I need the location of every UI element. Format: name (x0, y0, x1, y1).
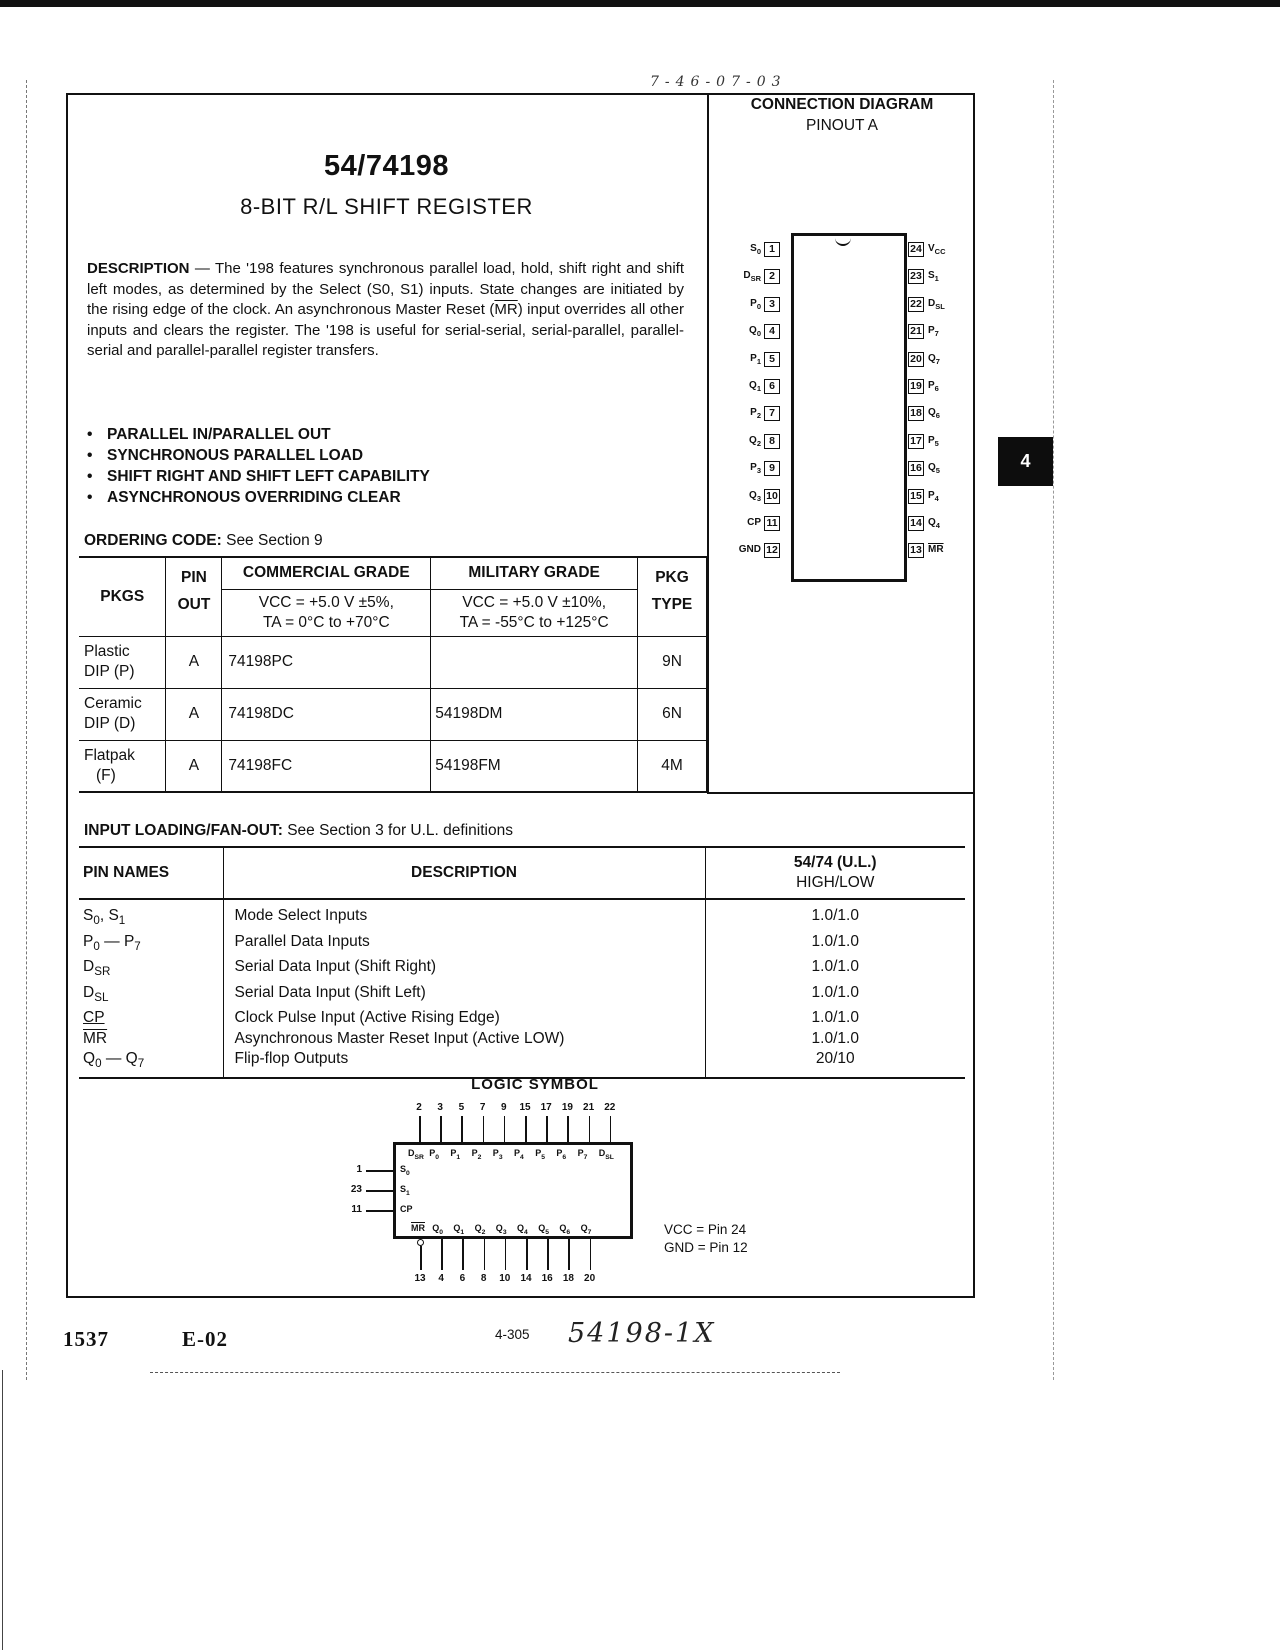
scan-left-edge (26, 80, 29, 1380)
table-row (79, 688, 707, 740)
pkg-name: Ceramic (84, 695, 142, 712)
logic-pin-wire (567, 1116, 569, 1143)
logic-pin-number: 20 (584, 1273, 596, 1284)
pin-name-cell: $D_{SR}$ (83, 958, 111, 979)
feature-item: • SYNCHRONOUS PARALLEL LOAD (87, 445, 430, 466)
commercial-cell: 74198PC (222, 636, 431, 688)
ordering-code-table (79, 556, 707, 793)
pin-number: 9 (764, 461, 780, 476)
commercial-cell: 74198DC (222, 688, 431, 740)
table-row (79, 957, 965, 983)
loading-value-cell: 1.0/1.0 (705, 899, 965, 932)
pin-label: $P_1$ (750, 352, 761, 366)
logic-pin-number: 16 (541, 1273, 553, 1284)
pin-description-cell: Parallel Data Inputs (223, 932, 705, 958)
connection-diagram-title: CONNECTION DIAGRAM (750, 96, 934, 113)
military-ta: TA = -55°C to +125°C (459, 613, 609, 631)
power-notes (664, 1221, 748, 1257)
logic-pin-number: 21 (583, 1102, 595, 1113)
pin-number: 1 (764, 242, 780, 257)
logic-pin-number: 18 (562, 1273, 574, 1284)
table-row (79, 983, 965, 1009)
pin-name-cell: $S_0$, $S_1$ (83, 907, 126, 928)
pkg-type-cell: 9N (638, 636, 707, 688)
logic-pin-wire (462, 1239, 464, 1270)
pin-description-cell: Clock Pulse Input (Active Rising Edge) (223, 1008, 705, 1029)
pkg-cell (79, 636, 166, 688)
pin-label: $P_4$ (928, 489, 939, 503)
mr-overline: $\overline{MR}$ (494, 301, 518, 318)
pkg-code: DIP (D) (84, 715, 136, 732)
header-pkgs: PKGS (79, 557, 166, 636)
pkg-name: Plastic (84, 643, 130, 660)
logic-pin-number: 10 (499, 1273, 511, 1284)
column-divider (707, 93, 709, 793)
pin-number: 19 (908, 379, 924, 394)
pin-label: $P_0$ (750, 297, 761, 311)
pin-number: 18 (908, 406, 924, 421)
commercial-vcc: VCC = +5.0 V ±5%, (258, 593, 394, 611)
pin-label: GND (738, 544, 761, 556)
pin-description-cell: Asynchronous Master Reset Input (Active LOW) (223, 1029, 705, 1050)
loading-value-cell: 1.0/1.0 (705, 983, 965, 1009)
pin-number: 15 (908, 489, 924, 504)
pin-number: 14 (908, 516, 924, 531)
logic-pin-wire (366, 1210, 394, 1212)
pin-label: $P_6$ (928, 380, 939, 393)
pin-name-cell: $D_{SL}$ (83, 983, 109, 1004)
logic-pin-label: $D_{SR}$ (408, 1148, 424, 1161)
logic-pin-label: CP (400, 1204, 413, 1214)
input-loading-note: See Section 3 for U.L. definitions (282, 822, 513, 839)
loading-value-cell: 1.0/1.0 (705, 1008, 965, 1029)
vcc-note: VCC = Pin 24 (664, 1222, 747, 1237)
table-row (79, 740, 707, 792)
header-ul-subtitle: HIGH/LOW (796, 874, 875, 891)
logic-pin-label: $P_2$ (471, 1148, 482, 1161)
scan-right-edge (1053, 80, 1056, 1380)
description-dash: — (189, 260, 215, 277)
ordering-code-note: See Section 9 (221, 532, 323, 549)
feature-item: • PARALLEL IN/PARALLEL OUT (87, 424, 430, 445)
table-row (79, 899, 965, 932)
logic-pin-wire (366, 1190, 394, 1192)
pin-number: 2 (764, 269, 780, 284)
logic-pin-wire (525, 1116, 527, 1143)
pkg-name: Flatpak (84, 746, 135, 764)
pin-label: $Q_6$ (928, 407, 940, 421)
pin-number: 5 (764, 352, 780, 367)
feature-item: • SHIFT RIGHT AND SHIFT LEFT CAPABILITY (87, 466, 430, 487)
pin-name-cell: $\overline{MR}$ (83, 1029, 108, 1047)
pkg-code: DIP (P) (84, 663, 135, 680)
header-pkg: PKG (638, 557, 707, 589)
logic-pin-wire (440, 1116, 442, 1143)
logic-pin-number: 17 (540, 1102, 552, 1113)
logic-pin-label: $P_7$ (577, 1148, 588, 1161)
pin-label: $Q_0$ (749, 325, 761, 339)
pin-description-cell: Mode Select Inputs (223, 899, 705, 932)
feature-list (87, 424, 430, 508)
commercial-ta: TA = 0°C to +70°C (262, 613, 390, 631)
scan-top-edge (0, 0, 1280, 7)
logic-pin-number: 1 (356, 1164, 362, 1175)
pin-number: 4 (764, 324, 780, 339)
pin-name-cell: $P_0$ — $P_7$ (83, 932, 141, 953)
header-out: OUT (166, 589, 222, 636)
logic-pin-wire (420, 1246, 422, 1270)
inversion-bubble (417, 1239, 424, 1246)
logic-pin-label: $P_1$ (450, 1148, 461, 1161)
military-cell: 54198DM (431, 688, 638, 740)
loading-value-cell: 1.0/1.0 (705, 932, 965, 958)
pin-label: $Q_3$ (749, 489, 761, 503)
logic-pin-number: 6 (459, 1273, 466, 1284)
pin-description-cell: Flip-flop Outputs (223, 1049, 705, 1078)
header-ul-title: 54/74 (U.L.) (793, 854, 877, 871)
table-row (79, 1049, 965, 1078)
gnd-note: GND = Pin 12 (664, 1240, 748, 1255)
logic-pin-label: $Q_3$ (495, 1223, 507, 1236)
footer-code-2: E-02 (182, 1327, 228, 1351)
logic-pin-number: 4 (438, 1273, 444, 1284)
part-number-title: 54/74198 (324, 150, 449, 182)
description-label: DESCRIPTION (87, 260, 190, 277)
description-text-2: ) input overrides all other inputs and clears the register. The '198 is useful for serial-serial, serial-parallel, parallel-serial and parallel-parallel register transfers. (87, 301, 684, 359)
logic-pin-number: 19 (561, 1102, 573, 1113)
logic-pin-number: 23 (350, 1184, 362, 1195)
table-row (79, 932, 965, 958)
logic-pin-wire (504, 1116, 506, 1143)
pin-number: 6 (764, 379, 780, 394)
pin-label: $V_{CC}$ (928, 243, 946, 256)
logic-pin-wire (484, 1239, 486, 1270)
pin-label: $Q_7$ (928, 352, 940, 366)
ordering-code-label (84, 532, 323, 550)
logic-pin-number: 8 (480, 1273, 487, 1284)
pinout-cell: A (166, 636, 222, 688)
ic-package-body (791, 233, 907, 582)
logic-pin-wire (366, 1170, 394, 1172)
logic-pin-label: $Q_6$ (559, 1223, 571, 1236)
part-subtitle: 8-BIT R/L SHIFT REGISTER (240, 194, 533, 219)
table-row (79, 1029, 965, 1050)
pin-number: 24 (908, 242, 924, 257)
pkg-cell (79, 740, 166, 792)
logic-pin-label: $\overline{MR}$ (411, 1223, 425, 1233)
pin-label: $Q_1$ (749, 380, 761, 393)
logic-pin-label: $S_1$ (400, 1184, 410, 1197)
logic-pin-label: $P_4$ (514, 1148, 524, 1161)
logic-pin-wire (610, 1116, 612, 1143)
logic-pin-number: 15 (519, 1102, 531, 1113)
pin-label: $Q_2$ (749, 434, 761, 448)
logic-pin-number: 14 (520, 1273, 532, 1284)
military-conditions (431, 589, 638, 636)
header-ul (705, 847, 965, 899)
logic-pin-label: $Q_5$ (538, 1223, 549, 1236)
handwritten-footer-note: 54198-1X (568, 1318, 716, 1349)
logic-pin-number: 7 (479, 1102, 486, 1113)
pin-label: $Q_5$ (928, 462, 940, 476)
logic-pin-label: $Q_1$ (453, 1223, 465, 1236)
pin-label: $\overline{MR}$ (928, 544, 944, 556)
table-row (79, 636, 707, 688)
pin-label: $S_0$ (750, 243, 761, 256)
pinout-cell: A (166, 740, 222, 792)
pin-number: 10 (764, 489, 780, 504)
pin-description-cell: Serial Data Input (Shift Right) (223, 957, 705, 983)
logic-pin-label: $Q_2$ (474, 1223, 486, 1236)
pkg-type-cell: 4M (638, 740, 707, 792)
logic-pin-number: 13 (414, 1273, 426, 1284)
section-tab: 4 (998, 437, 1053, 486)
logic-pin-wire (461, 1116, 463, 1143)
logic-pin-label: $P_3$ (492, 1148, 503, 1161)
handwritten-top-note: 7-46-07-03 (650, 74, 787, 90)
logic-pin-label: $P_5$ (535, 1148, 545, 1161)
pin-number: 12 (764, 543, 780, 558)
logic-pin-wire (483, 1116, 485, 1143)
logic-pin-wire (419, 1116, 421, 1143)
logic-pin-wire (547, 1239, 549, 1270)
pin-number: 7 (764, 406, 780, 421)
pin-label: $S_1$ (928, 270, 939, 284)
pin-number: 22 (908, 297, 924, 312)
pin-number: 3 (764, 297, 780, 312)
logic-pin-number: 5 (458, 1102, 465, 1113)
header-type: TYPE (638, 589, 707, 636)
logic-pin-label: $D_{SL}$ (598, 1148, 614, 1161)
logic-pin-wire (546, 1116, 548, 1143)
pkg-code: (F) (96, 766, 116, 784)
pin-label: $P_7$ (928, 325, 939, 339)
header-pin: PIN (166, 557, 222, 589)
pin-name-cell: $Q_0$ — $Q_7$ (79, 1049, 223, 1078)
pin-number: 21 (908, 324, 924, 339)
pin-number: 13 (908, 543, 924, 558)
logic-pin-wire (568, 1239, 570, 1270)
logic-pin-label: $Q_0$ (432, 1223, 443, 1236)
pin-number: 8 (764, 434, 780, 449)
logic-symbol-title: LOGIC SYMBOL (471, 1076, 599, 1093)
pin-number: 23 (908, 269, 924, 284)
pin-number: 17 (908, 434, 924, 449)
logic-pin-number: 9 (501, 1102, 507, 1113)
header-commercial: COMMERCIAL GRADE (222, 557, 431, 589)
logic-pin-wire (590, 1239, 592, 1270)
description-text-1: The '198 features synchronous parallel load, hold, shift right and shift left modes, as determined by the Select (S0, S1) inputs. State changes are initiated by the rising edge of the clock. An asynchronous Master Reset ( (87, 260, 684, 318)
pkg-type-cell: 6N (638, 688, 707, 740)
logic-pin-label: $P_6$ (556, 1148, 567, 1161)
pinout-cell: A (166, 688, 222, 740)
pin-label: $P_5$ (928, 434, 939, 448)
pin-label: CP (747, 517, 761, 528)
scan-left-edge-lower (2, 1370, 5, 1650)
ordering-code-heading: ORDERING CODE: (84, 532, 222, 549)
commercial-conditions (222, 589, 431, 636)
pin-name-cell: CP (83, 1009, 105, 1027)
logic-pin-label: $P_0$ (429, 1148, 439, 1161)
logic-pin-wire (441, 1239, 443, 1270)
commercial-cell: 74198FC (222, 740, 431, 792)
header-pin-names: PIN NAMES (79, 847, 223, 899)
logic-pin-label: $Q_4$ (517, 1223, 528, 1236)
loading-value-cell: 1.0/1.0 (705, 1029, 965, 1050)
input-loading-label (84, 822, 513, 840)
logic-pin-wire (526, 1239, 528, 1270)
logic-pin-number: 11 (351, 1204, 362, 1215)
pin-number: 16 (908, 461, 924, 476)
feature-item: • ASYNCHRONOUS OVERRIDING CLEAR (87, 487, 430, 508)
pin-description-cell: Serial Data Input (Shift Left) (223, 983, 705, 1009)
table-row (79, 1008, 965, 1029)
pin-label: $P_3$ (750, 462, 761, 476)
scan-dotted-line (150, 1372, 840, 1373)
page-number: 4-305 (495, 1327, 530, 1342)
pin-number: 20 (908, 352, 924, 367)
military-cell (431, 636, 638, 688)
pin-label: $D_{SR}$ (743, 270, 761, 284)
military-vcc: VCC = +5.0 V ±10%, (462, 593, 607, 611)
logic-pin-number: 22 (604, 1102, 616, 1113)
description-paragraph (87, 259, 684, 362)
logic-pin-number: 2 (416, 1102, 422, 1113)
logic-pin-wire (589, 1116, 591, 1143)
logic-pin-wire (505, 1239, 507, 1270)
military-cell: 54198FM (431, 740, 638, 792)
connection-diagram-subtitle: PINOUT A (805, 117, 879, 134)
pin-label: $D_{SL}$ (928, 297, 945, 311)
logic-pin-label: $S_0$ (400, 1164, 410, 1177)
header-description: DESCRIPTION (223, 847, 705, 899)
pin-number: 11 (764, 516, 780, 531)
pkg-cell (79, 688, 166, 740)
pin-label: $Q_4$ (928, 517, 940, 530)
pin-label: $P_2$ (750, 407, 761, 421)
logic-pin-number: 3 (437, 1102, 443, 1113)
input-loading-table (79, 846, 965, 1079)
loading-value-cell: 1.0/1.0 (705, 957, 965, 983)
footer-code-1: 1537 (63, 1327, 109, 1351)
logic-pin-label: $Q_7$ (580, 1223, 592, 1236)
loading-value-cell: 20/10 (705, 1049, 965, 1078)
input-loading-heading: INPUT LOADING/FAN-OUT: (84, 822, 283, 839)
divider-line (707, 792, 975, 794)
header-military: MILITARY GRADE (431, 557, 638, 589)
